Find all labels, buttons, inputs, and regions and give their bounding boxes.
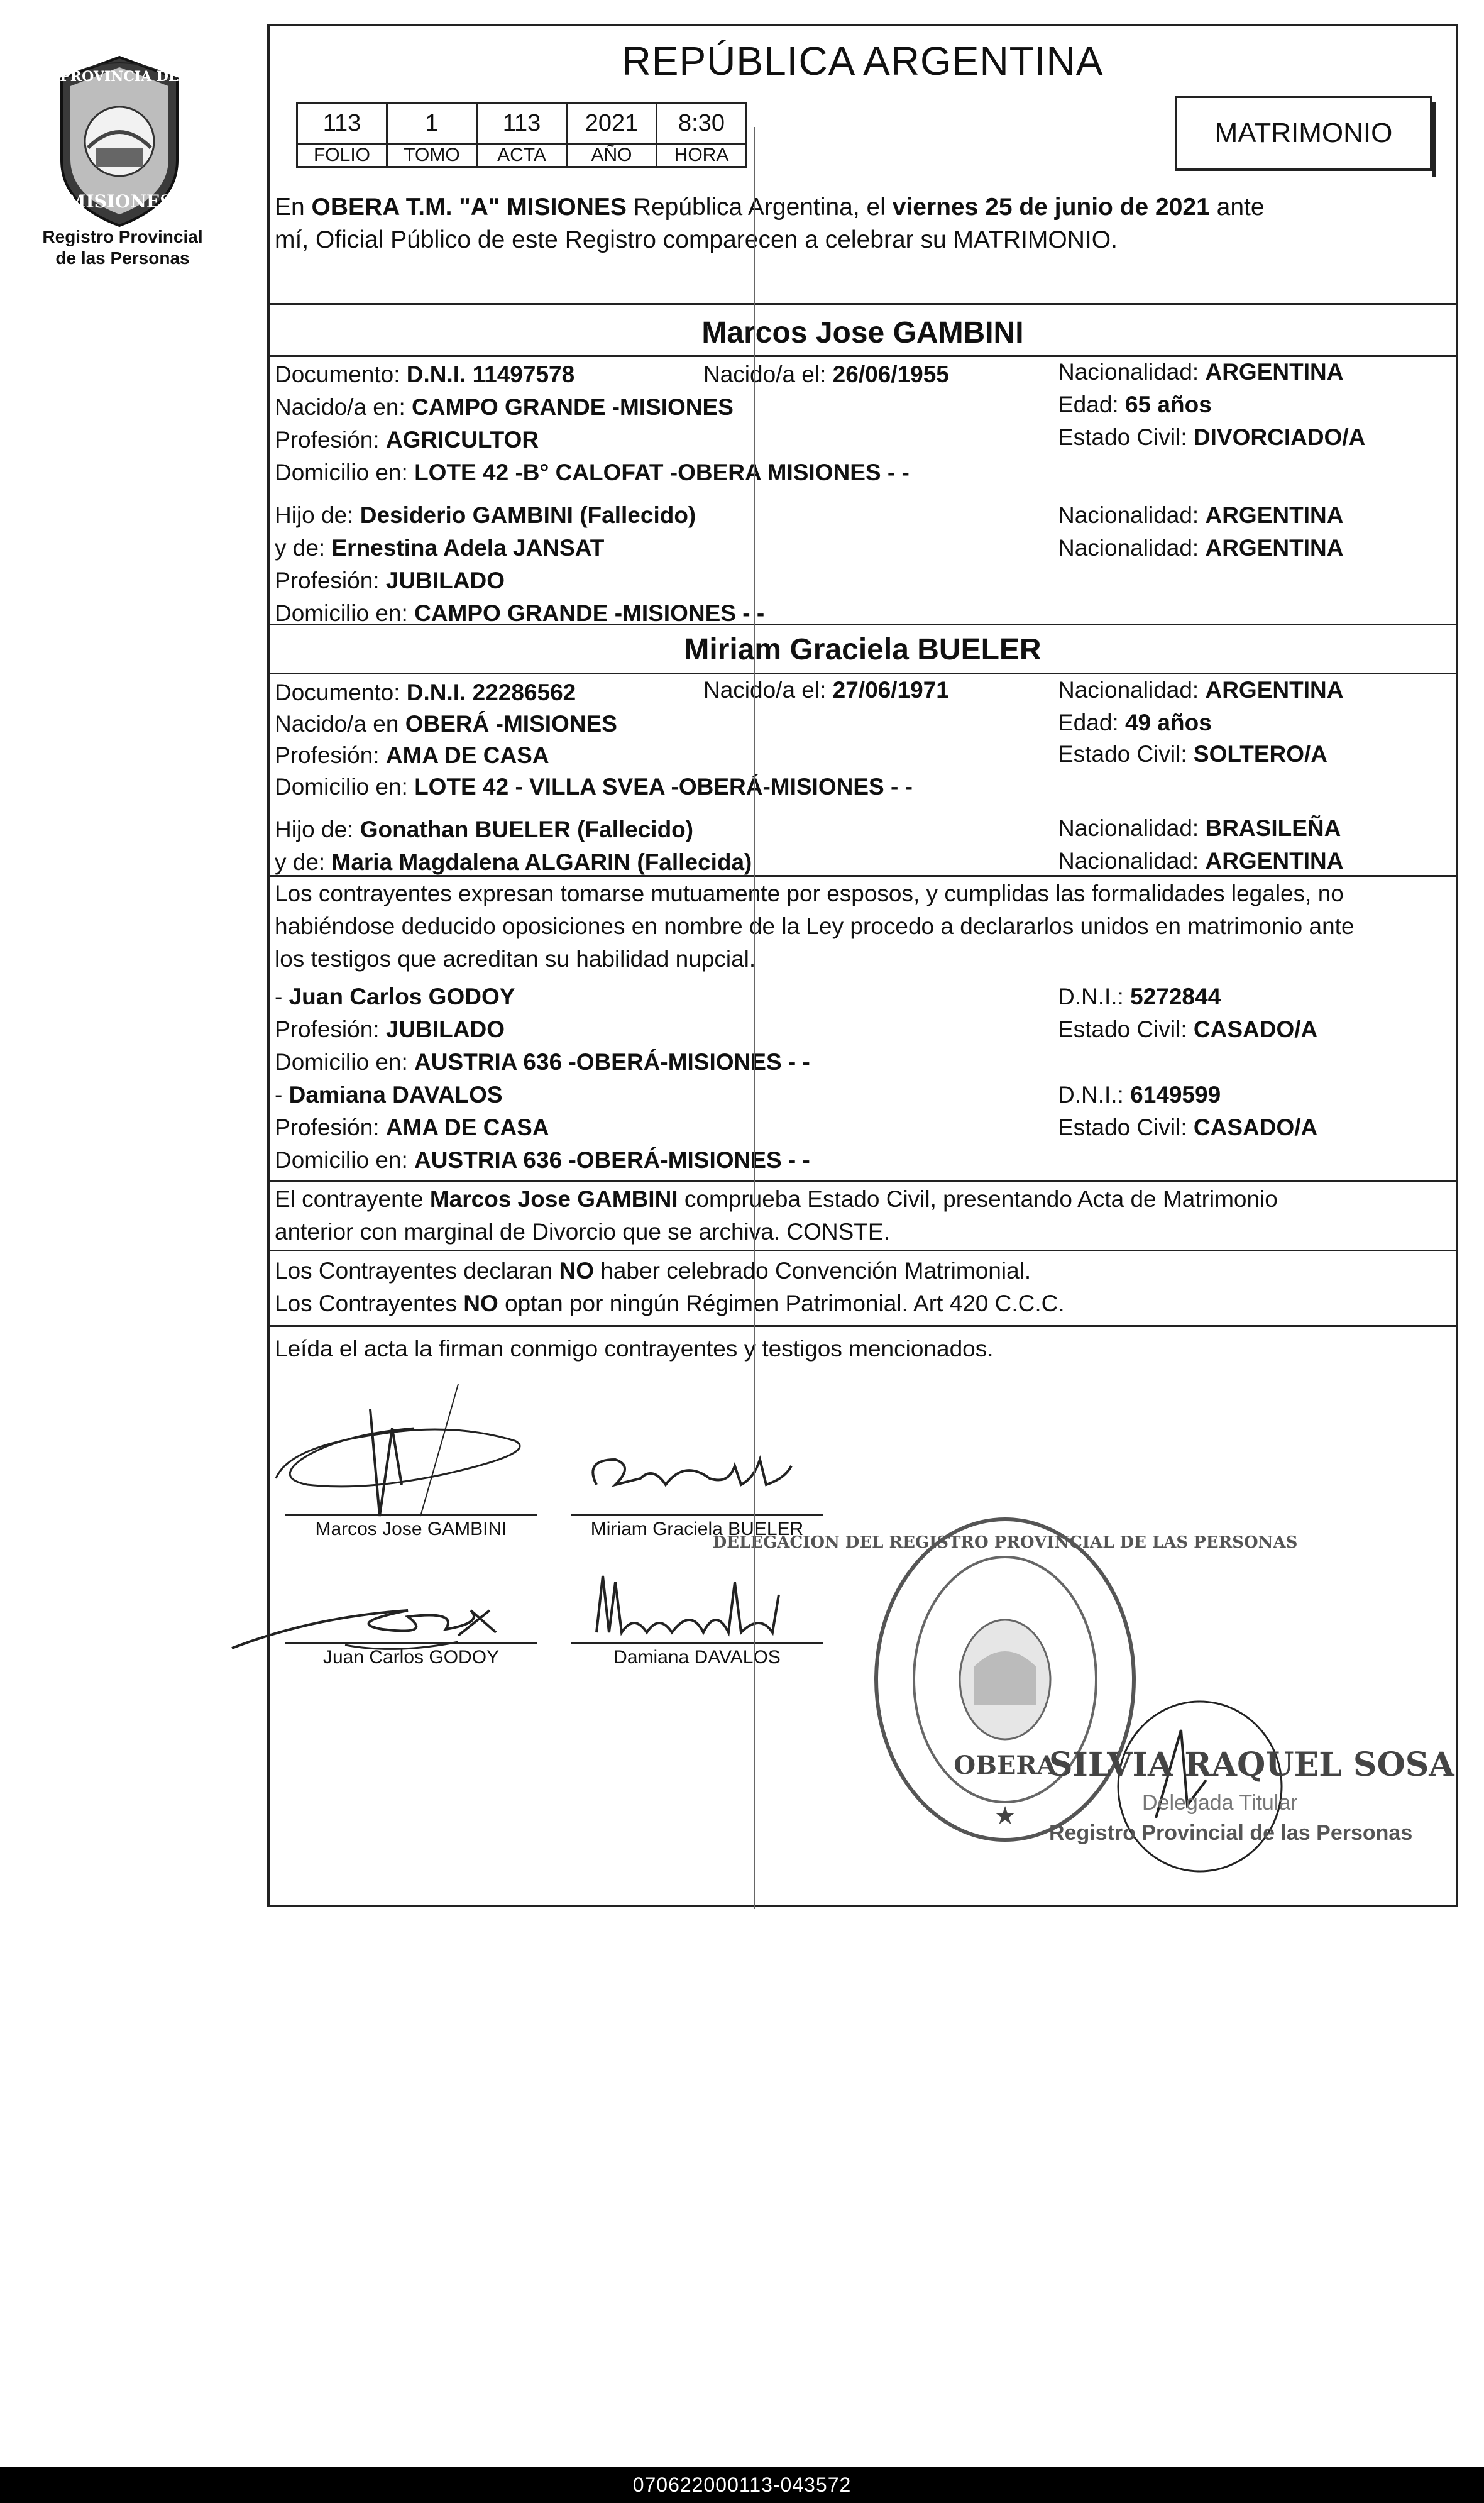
spouse2-birthdate [703, 674, 949, 707]
declaration-line1: Los contrayentes expresan tomarse mutuamente por esposos, y cumplidas las formalidades legales, no [275, 881, 1344, 906]
reference-table [296, 102, 747, 168]
divider [270, 303, 1456, 305]
value: DIVORCIADO/A [1193, 424, 1366, 450]
spouse1-father-nationality [1058, 499, 1343, 532]
value: Juan Carlos GODOY [289, 984, 515, 1009]
value: D.N.I. 22286562 [406, 679, 576, 705]
logo-caption-line1: Registro Provincial [42, 227, 203, 246]
signature-label-spouse2: Miriam Graciela BUELER [590, 1519, 804, 1539]
value: Damiana DAVALOS [289, 1082, 503, 1108]
signature-spouse1 [251, 1359, 578, 1522]
label: y de: [275, 849, 332, 875]
value: 27/06/1971 [832, 677, 949, 703]
patrimonial-line2 [275, 1287, 1065, 1320]
intro-text: En [275, 194, 312, 221]
value: ARGENTINA [1205, 535, 1344, 561]
spouse2-nationality [1058, 674, 1343, 707]
document-barcode-code: 070622000113-043572 [0, 2467, 1484, 2503]
officer-role: Delegada Titular [1142, 1791, 1298, 1815]
value: LOTE 42 - VILLA SVEA -OBERÁ-MISIONES - - [414, 774, 913, 800]
year-label: AÑO [567, 144, 657, 167]
signature-line [285, 1642, 537, 1644]
text: Los Contrayentes [275, 1290, 464, 1316]
divider [270, 875, 1456, 877]
divider [270, 1325, 1456, 1327]
spouse1-parents-profession [275, 564, 505, 597]
declaration-line3: los testigos que acreditan su habilidad nupcial. [275, 946, 756, 972]
spouse2-birthplace [275, 708, 617, 740]
label: Profesión: [275, 1114, 386, 1140]
value: CASADO/A [1193, 1016, 1318, 1042]
label: Profesión: [275, 1016, 386, 1042]
spouse1-birthdate [703, 358, 949, 391]
witness1-name [275, 981, 515, 1013]
value: Maria Magdalena ALGARIN (Fallecida) [331, 849, 752, 875]
spouse2-father-nationality [1058, 812, 1341, 845]
fold-line [754, 127, 755, 1909]
value: CAMPO GRANDE -MISIONES - - [414, 600, 765, 626]
label: Nacionalidad: [1058, 535, 1206, 561]
spouse1-address [275, 456, 910, 489]
document-type: MATRIMONIO [1214, 118, 1393, 148]
hour-value: 8:30 [657, 103, 747, 144]
value: Gonathan BUELER (Fallecido) [360, 817, 694, 842]
value: AUSTRIA 636 -OBERÁ-MISIONES - - [414, 1049, 810, 1075]
folio-value: 113 [297, 103, 387, 144]
label: Estado Civil: [1058, 424, 1194, 450]
officer-name: SILVIA RAQUEL SOSA [1049, 1746, 1454, 1784]
intro-text: República Argentina, el [626, 194, 893, 221]
witness2-profession [275, 1111, 549, 1144]
province-seal-logo [44, 53, 195, 229]
divider [270, 624, 1456, 625]
value: ARGENTINA [1205, 848, 1344, 874]
label: Hijo de: [275, 502, 360, 528]
acta-label: ACTA [477, 144, 567, 167]
label: D.N.I.: [1058, 984, 1131, 1009]
witness2-name [275, 1079, 503, 1111]
label: Nacionalidad: [1058, 359, 1206, 385]
svg-text:PROVINCIA DE: PROVINCIA DE [60, 69, 179, 85]
value: ARGENTINA [1205, 359, 1344, 385]
hour-label: HORA [657, 144, 747, 167]
svg-text:★: ★ [994, 1802, 1016, 1830]
spouse1-name: Marcos Jose GAMBINI [701, 316, 1024, 349]
spouse2-document [275, 676, 576, 709]
tomo-value: 1 [387, 103, 477, 144]
label: Estado Civil: [1058, 1114, 1194, 1140]
label: Nacido/a el: [703, 361, 833, 387]
witness1-profession [275, 1013, 505, 1046]
patrimonial-line1 [275, 1255, 1031, 1287]
prefix: - [275, 1082, 289, 1108]
label: Nacido/a en [275, 711, 405, 737]
folio-label: FOLIO [297, 144, 387, 167]
logo-caption [25, 226, 220, 269]
label: y de: [275, 535, 332, 561]
value: Ernestina Adela JANSAT [331, 535, 605, 561]
witness1-dni [1058, 981, 1221, 1013]
value: AMA DE CASA [385, 1114, 549, 1140]
value: AGRICULTOR [385, 427, 539, 453]
value: ARGENTINA [1205, 502, 1344, 528]
spouse2-mother [275, 846, 752, 879]
label: Domicilio en: [275, 1147, 415, 1173]
witness1-address [275, 1046, 810, 1079]
label: Profesión: [275, 568, 386, 593]
label: Profesión: [275, 427, 386, 453]
label: Domicilio en: [275, 1049, 415, 1075]
label: Hijo de: [275, 817, 360, 842]
value: Marcos Jose GAMBINI [429, 1186, 678, 1212]
witness2-dni [1058, 1079, 1221, 1111]
value: NO [559, 1258, 594, 1284]
value: AMA DE CASA [385, 742, 549, 768]
witness1-civil-status [1058, 1013, 1317, 1046]
value: 49 años [1124, 710, 1212, 735]
signature-line [571, 1642, 823, 1644]
text: El contrayente [275, 1186, 430, 1212]
value: 6149599 [1130, 1082, 1221, 1108]
value: D.N.I. 11497578 [406, 361, 575, 387]
witness2-civil-status [1058, 1111, 1317, 1144]
civil-status-note-line1 [275, 1183, 1278, 1216]
spouse2-profession [275, 739, 549, 772]
spouse1-mother [275, 532, 604, 564]
officer-office: Registro Provincial de las Personas [1049, 1821, 1413, 1845]
stamp-ring-text: DELEGACION DEL REGISTRO PROVINCIAL DE LAS PERSONAS [712, 1533, 1298, 1552]
spouse1-age [1058, 388, 1212, 421]
intro-line2: mí, Oficial Público de este Registro comparecen a celebrar su MATRIMONIO. [275, 226, 1118, 253]
divider [270, 1180, 1456, 1182]
label: D.N.I.: [1058, 1082, 1131, 1108]
label: Edad: [1058, 392, 1125, 417]
text: comprueba Estado Civil, presentando Acta de Matrimonio [678, 1186, 1278, 1212]
value: CAMPO GRANDE -MISIONES [412, 394, 734, 420]
logo-caption-line2: de las Personas [55, 248, 190, 268]
spouse1-civil-status [1058, 421, 1365, 454]
spouse1-document [275, 358, 574, 391]
label: Nacionalidad: [1058, 848, 1206, 874]
value: OBERÁ -MISIONES [405, 711, 617, 737]
svg-text:MISIONES: MISIONES [66, 191, 173, 212]
value: Desiderio GAMBINI (Fallecido) [360, 502, 696, 528]
certificate-frame [267, 24, 1458, 1907]
signature-label-spouse1: Marcos Jose GAMBINI [315, 1519, 507, 1539]
label: Domicilio en: [275, 459, 415, 485]
intro-date: viernes 25 de junio de 2021 [892, 194, 1210, 221]
intro-place: OBERA T.M. "A" MISIONES [311, 194, 627, 221]
value: CASADO/A [1193, 1114, 1318, 1140]
value: BRASILEÑA [1205, 815, 1341, 841]
label: Estado Civil: [1058, 1016, 1194, 1042]
intro-text: ante [1209, 194, 1265, 221]
text: optan por ningún Régimen Patrimonial. Art 420 C.C.C. [498, 1290, 1065, 1316]
label: Estado Civil: [1058, 741, 1194, 767]
document-type-box [1175, 96, 1432, 171]
label: Nacionalidad: [1058, 815, 1206, 841]
signature-line [571, 1514, 823, 1516]
signature-line [285, 1514, 537, 1516]
value: LOTE 42 -B° CALOFAT -OBERA MISIONES - - [414, 459, 910, 485]
label: Nacido/a en: [275, 394, 412, 420]
label: Nacido/a el: [703, 677, 833, 703]
spouse1-nationality [1058, 356, 1343, 388]
signature-label-witness1: Juan Carlos GODOY [322, 1647, 500, 1668]
spouse2-address [275, 771, 913, 803]
label: Documento: [275, 679, 407, 705]
stamp-city: OBERA [954, 1751, 1057, 1780]
divider [270, 1250, 1456, 1252]
label: Domicilio en: [275, 774, 415, 800]
declaration-line2: habiéndose deducido oposiciones en nombre de la Ley procedo a declararlos unidos en matrimonio ante [275, 913, 1355, 939]
spouse1-profession [275, 424, 539, 456]
signature-witness2 [584, 1570, 835, 1651]
value: SOLTERO/A [1193, 741, 1328, 767]
label: Edad: [1058, 710, 1125, 735]
label: Nacionalidad: [1058, 502, 1206, 528]
civil-status-note-line2: anterior con marginal de Divorcio que se archiva. CONSTE. [275, 1219, 890, 1245]
text: Los Contrayentes declaran [275, 1258, 559, 1284]
label: Domicilio en: [275, 600, 415, 626]
tomo-label: TOMO [387, 144, 477, 167]
document-title: REPÚBLICA ARGENTINA [622, 38, 1104, 84]
spouse1-mother-nationality [1058, 532, 1343, 564]
spouse2-father [275, 813, 693, 846]
value: 26/06/1955 [832, 361, 949, 387]
label: Documento: [275, 361, 407, 387]
label: Nacionalidad: [1058, 677, 1206, 703]
signature-label-witness2: Damiana DAVALOS [613, 1647, 781, 1668]
value: AUSTRIA 636 -OBERÁ-MISIONES - - [414, 1147, 810, 1173]
value: ARGENTINA [1205, 677, 1344, 703]
label: Profesión: [275, 742, 386, 768]
signature-spouse2 [571, 1441, 835, 1516]
spouse2-civil-status [1058, 738, 1327, 771]
value: 5272844 [1130, 984, 1221, 1009]
year-value: 2021 [567, 103, 657, 144]
acta-value: 113 [477, 103, 567, 144]
prefix: - [275, 984, 289, 1009]
value: 65 años [1124, 392, 1212, 417]
value: JUBILADO [385, 1016, 505, 1042]
text: haber celebrado Convención Matrimonial. [594, 1258, 1031, 1284]
spouse2-mother-nationality [1058, 845, 1343, 877]
closing-statement: Leída el acta la firman conmigo contrayentes y testigos mencionados. [275, 1336, 994, 1362]
spouse1-birthplace [275, 391, 734, 424]
value: NO [463, 1290, 498, 1316]
spouse2-age [1058, 707, 1212, 739]
intro-line1 [275, 191, 1265, 224]
spouse1-father [275, 499, 696, 532]
spouse2-name: Miriam Graciela BUELER [684, 633, 1042, 666]
value: JUBILADO [385, 568, 505, 593]
witness2-address [275, 1144, 810, 1177]
